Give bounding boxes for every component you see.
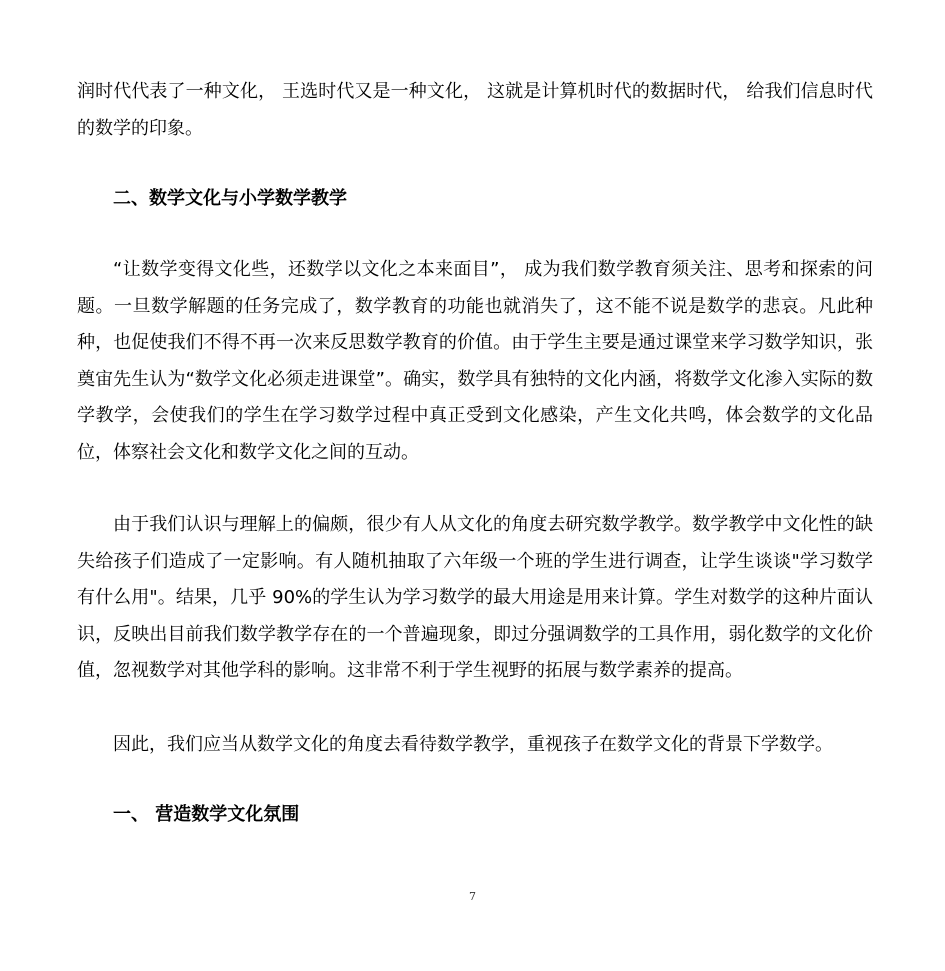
section-heading-create-atmosphere: 一、 营造数学文化氛围 bbox=[113, 804, 300, 825]
page-number: 7 bbox=[469, 890, 476, 903]
paragraph-math-culture-in-classroom: “让数学变得文化些，还数学以文化之本来面目”， 成为我们数学教育须关注、思考和探索的问题。一旦数学解题的任务完成了，数学教育的功能也就消失了，这不能不说是数学的悲哀。凡此种种，也促使我们不得不再一次来反思数学教育的价值。由于学生主要是通过课堂来学习数学知识，张奠宙先生认为“数学文化必须走进课堂”。确实，数学具有独特的文化内涵，将数学文化渗入实际的数学教学，会使我们的学生在学习数学过程中真正受到文化感染，产生文化共鸣，体会数学的文化品位，体察社会文化和数学文化之间的互动。 bbox=[77, 259, 873, 463]
paragraph-continuation: 润时代代表了一种文化， 王选时代又是一种文化， 这就是计算机时代的数据时代， 给我们信息时代的数学的印象。 bbox=[77, 81, 873, 139]
paragraph-conclusion: 因此，我们应当从数学文化的角度去看待数学教学，重视孩子在数学文化的背景下学数学。 bbox=[113, 734, 833, 755]
section-heading-math-culture-and-primary-teaching: 二、数学文化与小学数学教学 bbox=[113, 188, 347, 209]
paragraph-lack-of-culture-in-teaching: 由于我们认识与理解上的偏颇，很少有人从文化的角度去研究数学教学。数学教学中文化性的缺失给孩子们造成了一定影响。有人随机抽取了六年级一个班的学生进行调查，让学生谈谈"学习数学有什么用"。结果，几乎 90%的学生认为学习数学的最大用途是用来计算。学生对数学的这种片面认识，反映出目前我们数学教学存在的一个普遍现象，即过分强调数学的工具作用，弱化数学的文化价值，忽视数学对其他学科的影响。这非常不利于学生视野的拓展与数学素养的提高。 bbox=[77, 514, 873, 681]
